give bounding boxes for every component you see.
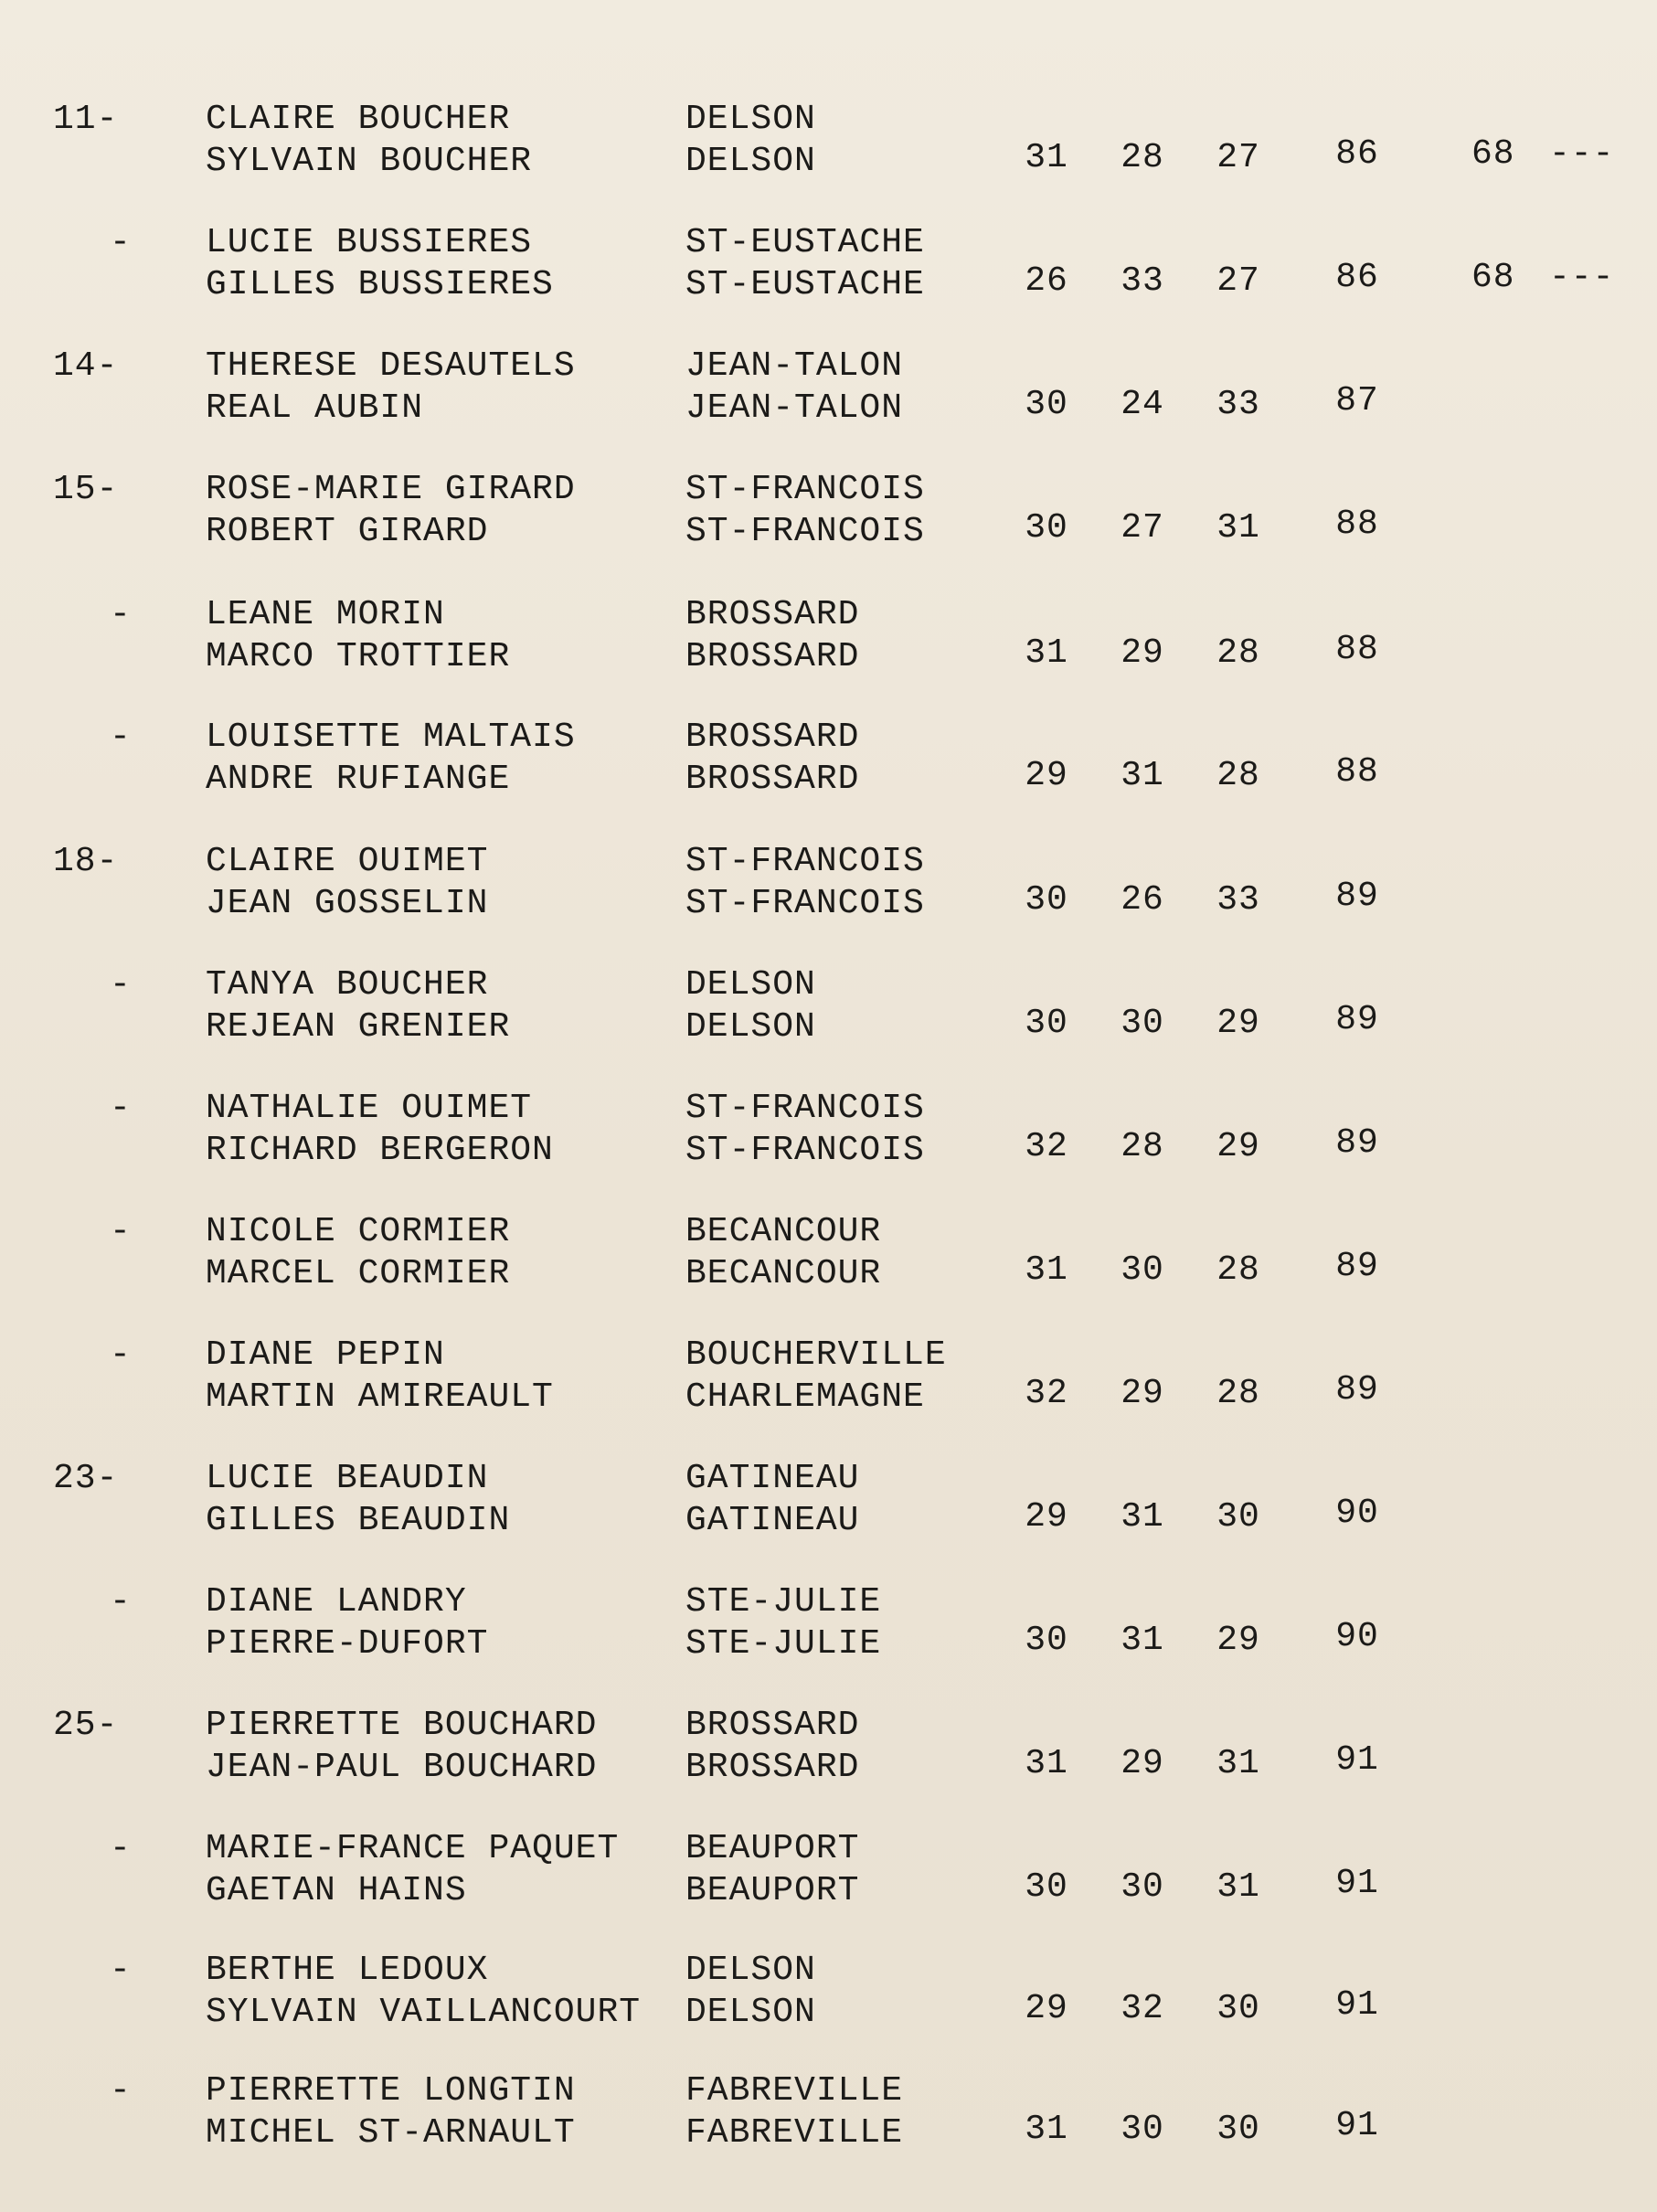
round-score-1: 30 xyxy=(1025,1004,1068,1043)
round-score-3: 28 xyxy=(1216,633,1260,673)
round-score-3: 29 xyxy=(1216,1127,1260,1166)
rank-label: - xyxy=(110,965,132,1005)
round-score-3: 33 xyxy=(1216,880,1260,920)
rank-label: - xyxy=(110,1089,132,1128)
club-name-1: FABREVILLE xyxy=(685,2071,904,2111)
round-score-3: 30 xyxy=(1216,1989,1260,2028)
player-name-1: TANYA BOUCHER xyxy=(206,965,489,1005)
round-score-1: 31 xyxy=(1025,2110,1068,2149)
total-score: 87 xyxy=(1335,381,1379,420)
round-score-3: 31 xyxy=(1216,1867,1260,1907)
rank-label: - xyxy=(110,1335,132,1375)
player-name-1: DIANE PEPIN xyxy=(206,1335,445,1375)
club-name-2: ST-EUSTACHE xyxy=(685,265,925,304)
round-score-2: 32 xyxy=(1121,1989,1164,2028)
round-score-2: 28 xyxy=(1121,1127,1164,1166)
rank-label: 11- xyxy=(53,100,119,139)
rank-label: 18- xyxy=(53,842,119,881)
player-name-1: CLAIRE OUIMET xyxy=(206,842,489,881)
player-name-1: CLAIRE BOUCHER xyxy=(206,100,511,139)
result-entry xyxy=(0,346,1657,446)
round-score-3: 30 xyxy=(1216,2110,1260,2149)
rank-label: - xyxy=(110,1829,132,1868)
player-name-2: REJEAN GRENIER xyxy=(206,1007,511,1047)
rank-label: - xyxy=(110,595,132,634)
player-name-2: REAL AUBIN xyxy=(206,388,424,428)
club-name-2: BECANCOUR xyxy=(685,1254,882,1293)
result-entry xyxy=(0,841,1657,941)
total-score: 88 xyxy=(1335,752,1379,792)
round-score-1: 29 xyxy=(1025,1989,1068,2028)
club-name-1: ST-EUSTACHE xyxy=(685,223,925,262)
player-name-2: SYLVAIN VAILLANCOURT xyxy=(206,1993,642,2032)
result-entry xyxy=(0,1581,1657,1682)
total-score: 86 xyxy=(1335,258,1379,297)
round-score-3: 29 xyxy=(1216,1621,1260,1660)
club-name-2: ST-FRANCOIS xyxy=(685,1131,925,1170)
round-score-2: 31 xyxy=(1121,756,1164,795)
player-name-1: PIERRETTE LONGTIN xyxy=(206,2071,576,2111)
result-entry xyxy=(0,964,1657,1065)
player-name-2: MICHEL ST-ARNAULT xyxy=(206,2113,576,2153)
round-score-2: 30 xyxy=(1121,1250,1164,1290)
club-name-1: BEAUPORT xyxy=(685,1829,860,1868)
player-name-1: LOUISETTE MALTAIS xyxy=(206,718,576,757)
club-name-1: ST-FRANCOIS xyxy=(685,842,925,881)
round-score-3: 33 xyxy=(1216,385,1260,424)
round-score-3: 27 xyxy=(1216,138,1260,177)
round-score-1: 32 xyxy=(1025,1127,1068,1166)
result-entry xyxy=(0,717,1657,817)
club-name-2: CHARLEMAGNE xyxy=(685,1377,925,1417)
player-name-2: RICHARD BERGERON xyxy=(206,1131,554,1170)
round-score-3: 31 xyxy=(1216,508,1260,548)
result-entry xyxy=(0,1458,1657,1558)
club-name-2: ST-FRANCOIS xyxy=(685,884,925,923)
total-score: 86 xyxy=(1335,134,1379,174)
total-score: 89 xyxy=(1335,877,1379,916)
club-name-1: BROSSARD xyxy=(685,1706,860,1745)
rank-label: 14- xyxy=(53,346,119,386)
player-name-2: JEAN GOSSELIN xyxy=(206,884,489,923)
club-name-1: JEAN-TALON xyxy=(685,346,904,386)
club-name-1: GATINEAU xyxy=(685,1459,860,1498)
result-entry xyxy=(0,1950,1657,2050)
round-score-2: 27 xyxy=(1121,508,1164,548)
player-name-1: DIANE LANDRY xyxy=(206,1582,467,1622)
club-name-2: DELSON xyxy=(685,1007,816,1047)
extra-score: 68 xyxy=(1471,134,1515,174)
club-name-1: DELSON xyxy=(685,965,816,1005)
result-entry xyxy=(0,594,1657,695)
total-score: 89 xyxy=(1335,1123,1379,1163)
rank-label: - xyxy=(110,1582,132,1622)
player-name-1: BERTHE LEDOUX xyxy=(206,1951,489,1990)
round-score-2: 30 xyxy=(1121,2110,1164,2149)
round-score-3: 28 xyxy=(1216,1374,1260,1413)
club-name-2: DELSON xyxy=(685,142,816,181)
round-score-1: 30 xyxy=(1025,1621,1068,1660)
round-score-2: 29 xyxy=(1121,633,1164,673)
round-score-1: 30 xyxy=(1025,385,1068,424)
round-score-1: 31 xyxy=(1025,1250,1068,1290)
round-score-3: 29 xyxy=(1216,1004,1260,1043)
club-name-2: JEAN-TALON xyxy=(685,388,904,428)
player-name-1: LUCIE BEAUDIN xyxy=(206,1459,489,1498)
player-name-2: JEAN-PAUL BOUCHARD xyxy=(206,1748,598,1787)
round-score-2: 29 xyxy=(1121,1374,1164,1413)
result-entry xyxy=(0,1335,1657,1435)
rank-label: - xyxy=(110,1951,132,1990)
rank-label: - xyxy=(110,2071,132,2111)
player-name-1: NICOLE CORMIER xyxy=(206,1212,511,1251)
club-name-1: BROSSARD xyxy=(685,595,860,634)
club-name-2: BEAUPORT xyxy=(685,1871,860,1910)
player-name-1: THERESE DESAUTELS xyxy=(206,346,576,386)
round-score-1: 30 xyxy=(1025,508,1068,548)
rank-label: - xyxy=(110,718,132,757)
club-name-1: DELSON xyxy=(685,100,816,139)
player-name-2: MARTIN AMIREAULT xyxy=(206,1377,554,1417)
dash-marker: --- xyxy=(1549,134,1615,174)
player-name-2: ROBERT GIRARD xyxy=(206,512,489,551)
round-score-2: 33 xyxy=(1121,261,1164,301)
round-score-3: 30 xyxy=(1216,1497,1260,1537)
extra-score: 68 xyxy=(1471,258,1515,297)
total-score: 89 xyxy=(1335,1000,1379,1039)
club-name-2: STE-JULIE xyxy=(685,1624,882,1664)
club-name-1: ST-FRANCOIS xyxy=(685,470,925,509)
result-entry xyxy=(0,1088,1657,1188)
round-score-2: 28 xyxy=(1121,138,1164,177)
player-name-1: LEANE MORIN xyxy=(206,595,445,634)
round-score-3: 27 xyxy=(1216,261,1260,301)
round-score-2: 31 xyxy=(1121,1497,1164,1537)
round-score-1: 30 xyxy=(1025,1867,1068,1907)
round-score-1: 31 xyxy=(1025,1744,1068,1783)
total-score: 89 xyxy=(1335,1370,1379,1409)
player-name-2: SYLVAIN BOUCHER xyxy=(206,142,533,181)
rank-label: 23- xyxy=(53,1459,119,1498)
round-score-1: 31 xyxy=(1025,633,1068,673)
total-score: 91 xyxy=(1335,1740,1379,1780)
round-score-3: 31 xyxy=(1216,1744,1260,1783)
round-score-1: 29 xyxy=(1025,756,1068,795)
total-score: 91 xyxy=(1335,1864,1379,1903)
total-score: 90 xyxy=(1335,1494,1379,1533)
player-name-2: GILLES BEAUDIN xyxy=(206,1501,511,1540)
player-name-1: ROSE-MARIE GIRARD xyxy=(206,470,576,509)
total-score: 91 xyxy=(1335,2106,1379,2145)
round-score-1: 32 xyxy=(1025,1374,1068,1413)
player-name-1: LUCIE BUSSIERES xyxy=(206,223,533,262)
club-name-1: ST-FRANCOIS xyxy=(685,1089,925,1128)
result-entry xyxy=(0,2070,1657,2171)
result-entry xyxy=(0,469,1657,569)
club-name-1: BROSSARD xyxy=(685,718,860,757)
round-score-2: 24 xyxy=(1121,385,1164,424)
club-name-2: BROSSARD xyxy=(685,1748,860,1787)
player-name-2: ANDRE RUFIANGE xyxy=(206,760,511,799)
rank-label: 25- xyxy=(53,1706,119,1745)
club-name-2: BROSSARD xyxy=(685,760,860,799)
round-score-2: 29 xyxy=(1121,1744,1164,1783)
round-score-2: 30 xyxy=(1121,1004,1164,1043)
club-name-1: DELSON xyxy=(685,1951,816,1990)
total-score: 88 xyxy=(1335,505,1379,544)
player-name-2: GILLES BUSSIERES xyxy=(206,265,554,304)
result-entry xyxy=(0,1211,1657,1312)
club-name-1: STE-JULIE xyxy=(685,1582,882,1622)
rank-label: 15- xyxy=(53,470,119,509)
round-score-1: 26 xyxy=(1025,261,1068,301)
round-score-2: 26 xyxy=(1121,880,1164,920)
round-score-2: 30 xyxy=(1121,1867,1164,1907)
result-entry xyxy=(0,1705,1657,1805)
player-name-1: PIERRETTE BOUCHARD xyxy=(206,1706,598,1745)
round-score-3: 28 xyxy=(1216,1250,1260,1290)
dash-marker: --- xyxy=(1549,258,1615,297)
result-entry xyxy=(0,99,1657,199)
round-score-1: 29 xyxy=(1025,1497,1068,1537)
player-name-2: MARCO TROTTIER xyxy=(206,637,511,676)
club-name-2: GATINEAU xyxy=(685,1501,860,1540)
round-score-2: 31 xyxy=(1121,1621,1164,1660)
result-entry xyxy=(0,1828,1657,1929)
rank-label: - xyxy=(110,1212,132,1251)
player-name-2: GAETAN HAINS xyxy=(206,1871,467,1910)
total-score: 90 xyxy=(1335,1617,1379,1656)
player-name-2: MARCEL CORMIER xyxy=(206,1254,511,1293)
club-name-1: BOUCHERVILLE xyxy=(685,1335,947,1375)
total-score: 88 xyxy=(1335,630,1379,669)
club-name-2: DELSON xyxy=(685,1993,816,2032)
result-entry xyxy=(0,222,1657,323)
round-score-1: 31 xyxy=(1025,138,1068,177)
player-name-2: PIERRE-DUFORT xyxy=(206,1624,489,1664)
round-score-1: 30 xyxy=(1025,880,1068,920)
club-name-1: BECANCOUR xyxy=(685,1212,882,1251)
player-name-1: MARIE-FRANCE PAQUET xyxy=(206,1829,620,1868)
rank-label: - xyxy=(110,223,132,262)
club-name-2: ST-FRANCOIS xyxy=(685,512,925,551)
total-score: 91 xyxy=(1335,1985,1379,2025)
total-score: 89 xyxy=(1335,1247,1379,1286)
round-score-3: 28 xyxy=(1216,756,1260,795)
player-name-1: NATHALIE OUIMET xyxy=(206,1089,533,1128)
club-name-2: FABREVILLE xyxy=(685,2113,904,2153)
club-name-2: BROSSARD xyxy=(685,637,860,676)
